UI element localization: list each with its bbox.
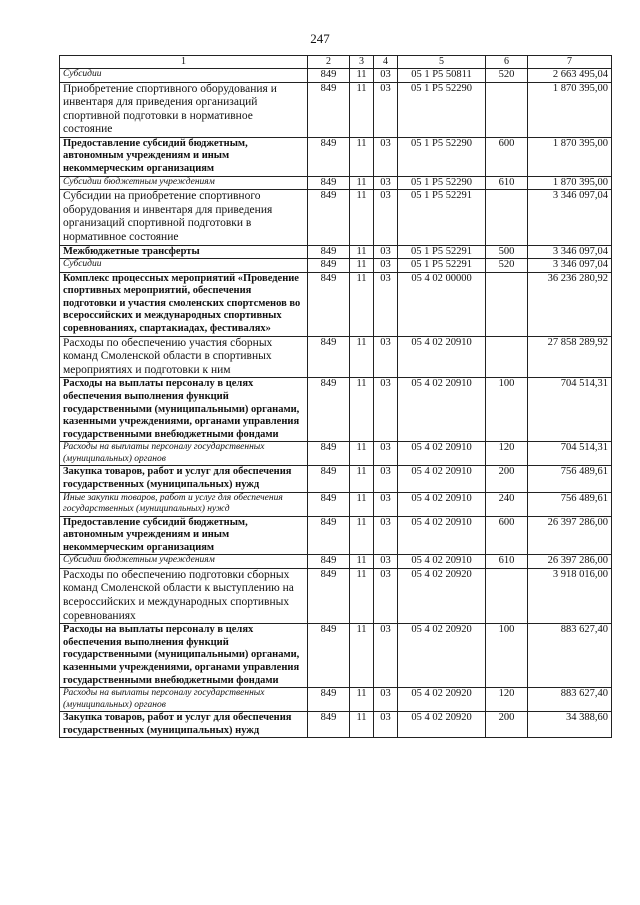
target-article-code: 05 4 02 20910	[398, 336, 486, 378]
table-row	[60, 712, 612, 738]
amount: 3 918 016,00	[528, 568, 612, 623]
subsection-code: 03	[374, 466, 398, 492]
target-article-code: 05 4 02 20910	[398, 378, 486, 442]
subsection-code: 03	[374, 378, 398, 442]
section-code: 11	[350, 336, 374, 378]
table-row	[60, 624, 612, 688]
row-name: Расходы на выплаты персоналу в целях обеспечения выполнения функций государственными (муниципальными) органами, казенными учреждениями, органами управления государственными внебюджетными фондами	[60, 624, 308, 688]
header-cell: 5	[398, 56, 486, 69]
target-article-code: 05 1 P5 52290	[398, 82, 486, 137]
subsection-code: 03	[374, 176, 398, 190]
table-row	[60, 688, 612, 712]
section-code: 11	[350, 568, 374, 623]
target-article-code: 05 4 02 20910	[398, 555, 486, 569]
row-name: Закупка товаров, работ и услуг для обеспечения государственных (муниципальных) нужд	[60, 466, 308, 492]
amount: 1 870 395,00	[528, 137, 612, 176]
expense-type-code: 200	[486, 712, 528, 738]
table-row	[60, 466, 612, 492]
admin-code: 849	[308, 568, 350, 623]
admin-code: 849	[308, 712, 350, 738]
section-code: 11	[350, 516, 374, 555]
expense-type-code: 120	[486, 442, 528, 466]
admin-code: 849	[308, 688, 350, 712]
table-row	[60, 69, 612, 83]
section-code: 11	[350, 492, 374, 516]
header-cell: 6	[486, 56, 528, 69]
subsection-code: 03	[374, 259, 398, 273]
row-name: Комплекс процессных мероприятий «Проведение спортивных мероприятий, обеспечения подготовки и участия смоленских спортсменов во всероссийских и международных спортивных соревнованиях, спартакиадах, фестивалях»	[60, 272, 308, 336]
table-row	[60, 336, 612, 378]
admin-code: 849	[308, 82, 350, 137]
row-name: Расходы на выплаты персоналу государственных (муниципальных) органов	[60, 442, 308, 466]
row-name: Предоставление субсидий бюджетным, автономным учреждениям и иным некоммерческим организациям	[60, 137, 308, 176]
subsection-code: 03	[374, 492, 398, 516]
row-name: Субсидии	[60, 259, 308, 273]
row-name: Приобретение спортивного оборудования и инвентаря для приведения организаций спортивной подготовки в нормативное состояние	[60, 82, 308, 137]
section-code: 11	[350, 466, 374, 492]
subsection-code: 03	[374, 336, 398, 378]
expense-type-code	[486, 190, 528, 245]
header-cell: 1	[60, 56, 308, 69]
admin-code: 849	[308, 176, 350, 190]
admin-code: 849	[308, 492, 350, 516]
expense-type-code	[486, 568, 528, 623]
target-article-code: 05 4 02 20920	[398, 568, 486, 623]
target-article-code: 05 4 02 20920	[398, 624, 486, 688]
target-article-code: 05 4 02 00000	[398, 272, 486, 336]
admin-code: 849	[308, 516, 350, 555]
row-name: Расходы по обеспечению участия сборных команд Смоленской области в спортивных мероприятиях и подготовки к ним	[60, 336, 308, 378]
expense-type-code	[486, 272, 528, 336]
subsection-code: 03	[374, 568, 398, 623]
subsection-code: 03	[374, 82, 398, 137]
table-row	[60, 568, 612, 623]
amount: 27 858 289,92	[528, 336, 612, 378]
section-code: 11	[350, 82, 374, 137]
table-row	[60, 190, 612, 245]
budget-table	[59, 55, 612, 738]
admin-code: 849	[308, 466, 350, 492]
amount: 34 388,60	[528, 712, 612, 738]
amount: 26 397 286,00	[528, 516, 612, 555]
admin-code: 849	[308, 245, 350, 259]
table-row	[60, 378, 612, 442]
admin-code: 849	[308, 378, 350, 442]
target-article-code: 05 4 02 20910	[398, 442, 486, 466]
table-row	[60, 492, 612, 516]
amount: 756 489,61	[528, 466, 612, 492]
section-code: 11	[350, 442, 374, 466]
amount: 36 236 280,92	[528, 272, 612, 336]
target-article-code: 05 1 P5 52290	[398, 176, 486, 190]
section-code: 11	[350, 688, 374, 712]
target-article-code: 05 4 02 20910	[398, 516, 486, 555]
expense-type-code: 520	[486, 69, 528, 83]
expense-type-code: 100	[486, 378, 528, 442]
subsection-code: 03	[374, 688, 398, 712]
expense-type-code: 600	[486, 137, 528, 176]
row-name: Субсидии на приобретение спортивного оборудования и инвентаря для приведения организаций спортивной подготовки в нормативное состояние	[60, 190, 308, 245]
row-name: Межбюджетные трансферты	[60, 245, 308, 259]
subsection-code: 03	[374, 712, 398, 738]
page-number: 247	[310, 31, 330, 46]
amount: 3 346 097,04	[528, 245, 612, 259]
target-article-code: 05 1 P5 50811	[398, 69, 486, 83]
subsection-code: 03	[374, 555, 398, 569]
admin-code: 849	[308, 259, 350, 273]
subsection-code: 03	[374, 137, 398, 176]
expense-type-code: 200	[486, 466, 528, 492]
amount: 2 663 495,04	[528, 69, 612, 83]
section-code: 11	[350, 272, 374, 336]
amount: 1 870 395,00	[528, 176, 612, 190]
header-cell: 4	[374, 56, 398, 69]
amount: 883 627,40	[528, 624, 612, 688]
amount: 756 489,61	[528, 492, 612, 516]
table-row	[60, 555, 612, 569]
header-cell: 2	[308, 56, 350, 69]
table-row	[60, 137, 612, 176]
section-code: 11	[350, 712, 374, 738]
row-name: Расходы по обеспечению подготовки сборных команд Смоленской области к выступлению на всероссийских и международных спортивных соревнованиях	[60, 568, 308, 623]
target-article-code: 05 4 02 20910	[398, 466, 486, 492]
target-article-code: 05 1 P5 52291	[398, 245, 486, 259]
row-name: Субсидии бюджетным учреждениям	[60, 176, 308, 190]
subsection-code: 03	[374, 272, 398, 336]
amount: 3 346 097,04	[528, 190, 612, 245]
target-article-code: 05 4 02 20910	[398, 492, 486, 516]
header-cell: 7	[528, 56, 612, 69]
expense-type-code	[486, 82, 528, 137]
amount: 1 870 395,00	[528, 82, 612, 137]
admin-code: 849	[308, 336, 350, 378]
expense-type-code: 610	[486, 555, 528, 569]
header-row	[60, 56, 612, 69]
expense-type-code	[486, 336, 528, 378]
section-code: 11	[350, 624, 374, 688]
target-article-code: 05 1 P5 52291	[398, 190, 486, 245]
row-name: Субсидии	[60, 69, 308, 83]
expense-type-code: 500	[486, 245, 528, 259]
row-name: Субсидии бюджетным учреждениям	[60, 555, 308, 569]
subsection-code: 03	[374, 624, 398, 688]
section-code: 11	[350, 190, 374, 245]
amount: 26 397 286,00	[528, 555, 612, 569]
amount: 883 627,40	[528, 688, 612, 712]
admin-code: 849	[308, 137, 350, 176]
target-article-code: 05 1 P5 52290	[398, 137, 486, 176]
subsection-code: 03	[374, 245, 398, 259]
admin-code: 849	[308, 624, 350, 688]
admin-code: 849	[308, 190, 350, 245]
table-row	[60, 259, 612, 273]
admin-code: 849	[308, 442, 350, 466]
table-row	[60, 272, 612, 336]
target-article-code: 05 4 02 20920	[398, 688, 486, 712]
row-name: Предоставление субсидий бюджетным, автономным учреждениям и иным некоммерческим организациям	[60, 516, 308, 555]
target-article-code: 05 1 P5 52291	[398, 259, 486, 273]
section-code: 11	[350, 176, 374, 190]
section-code: 11	[350, 555, 374, 569]
expense-type-code: 520	[486, 259, 528, 273]
section-code: 11	[350, 259, 374, 273]
target-article-code: 05 4 02 20920	[398, 712, 486, 738]
table-row	[60, 176, 612, 190]
section-code: 11	[350, 378, 374, 442]
header-cell: 3	[350, 56, 374, 69]
row-name: Иные закупки товаров, работ и услуг для обеспечения государственных (муниципальных) нужд	[60, 492, 308, 516]
admin-code: 849	[308, 555, 350, 569]
table-row	[60, 516, 612, 555]
expense-type-code: 120	[486, 688, 528, 712]
table-row	[60, 442, 612, 466]
admin-code: 849	[308, 272, 350, 336]
expense-type-code: 600	[486, 516, 528, 555]
row-name: Закупка товаров, работ и услуг для обеспечения государственных (муниципальных) нужд	[60, 712, 308, 738]
row-name: Расходы на выплаты персоналу государственных (муниципальных) органов	[60, 688, 308, 712]
table-row	[60, 245, 612, 259]
table-body	[60, 69, 612, 738]
expense-type-code: 610	[486, 176, 528, 190]
subsection-code: 03	[374, 442, 398, 466]
subsection-code: 03	[374, 516, 398, 555]
row-name: Расходы на выплаты персоналу в целях обеспечения выполнения функций государственными (муниципальными) органами, казенными учреждениями, органами управления государственными внебюджетными фондами	[60, 378, 308, 442]
amount: 3 346 097,04	[528, 259, 612, 273]
amount: 704 514,31	[528, 442, 612, 466]
section-code: 11	[350, 245, 374, 259]
subsection-code: 03	[374, 190, 398, 245]
expense-type-code: 100	[486, 624, 528, 688]
expense-type-code: 240	[486, 492, 528, 516]
admin-code: 849	[308, 69, 350, 83]
subsection-code: 03	[374, 69, 398, 83]
section-code: 11	[350, 69, 374, 83]
section-code: 11	[350, 137, 374, 176]
table-row	[60, 82, 612, 137]
amount: 704 514,31	[528, 378, 612, 442]
